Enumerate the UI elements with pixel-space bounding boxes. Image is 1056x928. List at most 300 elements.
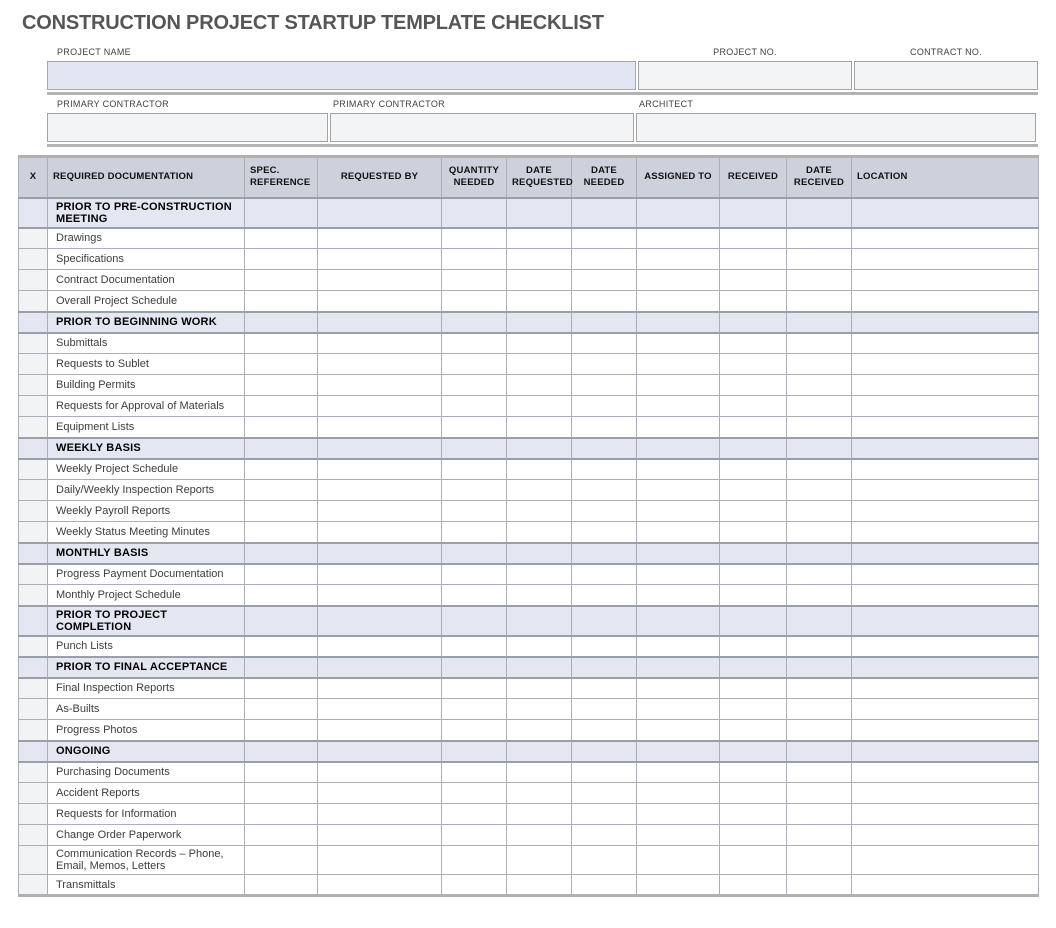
date-needed-cell[interactable] xyxy=(572,270,637,291)
date-requested-cell[interactable] xyxy=(507,825,572,846)
checkbox-cell[interactable] xyxy=(19,249,48,270)
requested-by-cell[interactable] xyxy=(318,720,442,741)
location-cell[interactable] xyxy=(852,585,1039,606)
quantity-needed-cell[interactable] xyxy=(442,396,507,417)
date-received-cell[interactable] xyxy=(787,438,852,459)
requested-by-cell[interactable] xyxy=(318,522,442,543)
received-cell[interactable] xyxy=(720,783,787,804)
date-requested-cell[interactable] xyxy=(507,585,572,606)
quantity-needed-cell[interactable] xyxy=(442,606,507,636)
received-cell[interactable] xyxy=(720,825,787,846)
assigned-to-cell[interactable] xyxy=(637,846,720,875)
location-cell[interactable] xyxy=(852,699,1039,720)
received-cell[interactable] xyxy=(720,741,787,762)
date-requested-cell[interactable] xyxy=(507,606,572,636)
assigned-to-cell[interactable] xyxy=(637,699,720,720)
received-cell[interactable] xyxy=(720,657,787,678)
quantity-needed-cell[interactable] xyxy=(442,459,507,480)
assigned-to-cell[interactable] xyxy=(637,762,720,783)
date-requested-cell[interactable] xyxy=(507,522,572,543)
spec-reference-cell[interactable] xyxy=(245,636,318,657)
checkbox-cell[interactable] xyxy=(19,585,48,606)
quantity-needed-cell[interactable] xyxy=(442,333,507,354)
date-needed-cell[interactable] xyxy=(572,312,637,333)
spec-reference-cell[interactable] xyxy=(245,228,318,249)
location-cell[interactable] xyxy=(852,762,1039,783)
checkbox-cell[interactable] xyxy=(19,678,48,699)
assigned-to-cell[interactable] xyxy=(637,585,720,606)
received-cell[interactable] xyxy=(720,333,787,354)
date-received-cell[interactable] xyxy=(787,312,852,333)
date-needed-cell[interactable] xyxy=(572,678,637,699)
spec-reference-cell[interactable] xyxy=(245,678,318,699)
spec-reference-cell[interactable] xyxy=(245,741,318,762)
primary-contractor-input-2[interactable] xyxy=(330,113,634,142)
spec-reference-cell[interactable] xyxy=(245,249,318,270)
date-needed-cell[interactable] xyxy=(572,825,637,846)
date-requested-cell[interactable] xyxy=(507,480,572,501)
quantity-needed-cell[interactable] xyxy=(442,825,507,846)
date-needed-cell[interactable] xyxy=(572,228,637,249)
date-received-cell[interactable] xyxy=(787,825,852,846)
assigned-to-cell[interactable] xyxy=(637,354,720,375)
project-no-input[interactable] xyxy=(638,61,852,90)
date-needed-cell[interactable] xyxy=(572,875,637,896)
date-received-cell[interactable] xyxy=(787,375,852,396)
assigned-to-cell[interactable] xyxy=(637,522,720,543)
date-needed-cell[interactable] xyxy=(572,741,637,762)
quantity-needed-cell[interactable] xyxy=(442,417,507,438)
received-cell[interactable] xyxy=(720,291,787,312)
checkbox-cell[interactable] xyxy=(19,480,48,501)
requested-by-cell[interactable] xyxy=(318,417,442,438)
quantity-needed-cell[interactable] xyxy=(442,564,507,585)
quantity-needed-cell[interactable] xyxy=(442,657,507,678)
date-requested-cell[interactable] xyxy=(507,699,572,720)
spec-reference-cell[interactable] xyxy=(245,875,318,896)
assigned-to-cell[interactable] xyxy=(637,270,720,291)
date-requested-cell[interactable] xyxy=(507,396,572,417)
location-cell[interactable] xyxy=(852,804,1039,825)
spec-reference-cell[interactable] xyxy=(245,762,318,783)
requested-by-cell[interactable] xyxy=(318,291,442,312)
location-cell[interactable] xyxy=(852,564,1039,585)
quantity-needed-cell[interactable] xyxy=(442,741,507,762)
location-cell[interactable] xyxy=(852,459,1039,480)
received-cell[interactable] xyxy=(720,875,787,896)
requested-by-cell[interactable] xyxy=(318,804,442,825)
location-cell[interactable] xyxy=(852,606,1039,636)
requested-by-cell[interactable] xyxy=(318,480,442,501)
date-requested-cell[interactable] xyxy=(507,228,572,249)
spec-reference-cell[interactable] xyxy=(245,804,318,825)
date-requested-cell[interactable] xyxy=(507,270,572,291)
quantity-needed-cell[interactable] xyxy=(442,636,507,657)
date-needed-cell[interactable] xyxy=(572,585,637,606)
date-received-cell[interactable] xyxy=(787,606,852,636)
checkbox-cell[interactable] xyxy=(19,875,48,896)
date-received-cell[interactable] xyxy=(787,228,852,249)
location-cell[interactable] xyxy=(852,249,1039,270)
quantity-needed-cell[interactable] xyxy=(442,198,507,228)
date-requested-cell[interactable] xyxy=(507,762,572,783)
received-cell[interactable] xyxy=(720,762,787,783)
received-cell[interactable] xyxy=(720,228,787,249)
spec-reference-cell[interactable] xyxy=(245,312,318,333)
received-cell[interactable] xyxy=(720,438,787,459)
requested-by-cell[interactable] xyxy=(318,375,442,396)
assigned-to-cell[interactable] xyxy=(637,741,720,762)
requested-by-cell[interactable] xyxy=(318,825,442,846)
requested-by-cell[interactable] xyxy=(318,312,442,333)
date-requested-cell[interactable] xyxy=(507,678,572,699)
checkbox-cell[interactable] xyxy=(19,270,48,291)
date-requested-cell[interactable] xyxy=(507,312,572,333)
spec-reference-cell[interactable] xyxy=(245,657,318,678)
date-received-cell[interactable] xyxy=(787,585,852,606)
date-needed-cell[interactable] xyxy=(572,522,637,543)
location-cell[interactable] xyxy=(852,501,1039,522)
requested-by-cell[interactable] xyxy=(318,396,442,417)
date-needed-cell[interactable] xyxy=(572,291,637,312)
checkbox-cell[interactable] xyxy=(19,636,48,657)
requested-by-cell[interactable] xyxy=(318,678,442,699)
location-cell[interactable] xyxy=(852,291,1039,312)
quantity-needed-cell[interactable] xyxy=(442,270,507,291)
date-received-cell[interactable] xyxy=(787,543,852,564)
checkbox-cell[interactable] xyxy=(19,228,48,249)
quantity-needed-cell[interactable] xyxy=(442,312,507,333)
location-cell[interactable] xyxy=(852,636,1039,657)
assigned-to-cell[interactable] xyxy=(637,804,720,825)
spec-reference-cell[interactable] xyxy=(245,417,318,438)
received-cell[interactable] xyxy=(720,543,787,564)
location-cell[interactable] xyxy=(852,198,1039,228)
requested-by-cell[interactable] xyxy=(318,501,442,522)
quantity-needed-cell[interactable] xyxy=(442,804,507,825)
date-requested-cell[interactable] xyxy=(507,657,572,678)
date-needed-cell[interactable] xyxy=(572,564,637,585)
checkbox-cell[interactable] xyxy=(19,375,48,396)
quantity-needed-cell[interactable] xyxy=(442,699,507,720)
received-cell[interactable] xyxy=(720,585,787,606)
date-needed-cell[interactable] xyxy=(572,249,637,270)
location-cell[interactable] xyxy=(852,270,1039,291)
requested-by-cell[interactable] xyxy=(318,228,442,249)
requested-by-cell[interactable] xyxy=(318,875,442,896)
checkbox-cell[interactable] xyxy=(19,501,48,522)
requested-by-cell[interactable] xyxy=(318,762,442,783)
date-requested-cell[interactable] xyxy=(507,417,572,438)
date-requested-cell[interactable] xyxy=(507,249,572,270)
location-cell[interactable] xyxy=(852,825,1039,846)
requested-by-cell[interactable] xyxy=(318,198,442,228)
date-received-cell[interactable] xyxy=(787,270,852,291)
assigned-to-cell[interactable] xyxy=(637,606,720,636)
spec-reference-cell[interactable] xyxy=(245,543,318,564)
received-cell[interactable] xyxy=(720,699,787,720)
spec-reference-cell[interactable] xyxy=(245,396,318,417)
assigned-to-cell[interactable] xyxy=(637,875,720,896)
date-needed-cell[interactable] xyxy=(572,636,637,657)
assigned-to-cell[interactable] xyxy=(637,480,720,501)
spec-reference-cell[interactable] xyxy=(245,291,318,312)
received-cell[interactable] xyxy=(720,198,787,228)
date-received-cell[interactable] xyxy=(787,198,852,228)
checkbox-cell[interactable] xyxy=(19,459,48,480)
date-needed-cell[interactable] xyxy=(572,657,637,678)
checkbox-cell[interactable] xyxy=(19,522,48,543)
quantity-needed-cell[interactable] xyxy=(442,678,507,699)
quantity-needed-cell[interactable] xyxy=(442,375,507,396)
received-cell[interactable] xyxy=(720,522,787,543)
date-needed-cell[interactable] xyxy=(572,354,637,375)
spec-reference-cell[interactable] xyxy=(245,585,318,606)
date-requested-cell[interactable] xyxy=(507,291,572,312)
spec-reference-cell[interactable] xyxy=(245,333,318,354)
received-cell[interactable] xyxy=(720,501,787,522)
quantity-needed-cell[interactable] xyxy=(442,846,507,875)
date-needed-cell[interactable] xyxy=(572,501,637,522)
date-received-cell[interactable] xyxy=(787,846,852,875)
checkbox-cell[interactable] xyxy=(19,741,48,762)
date-needed-cell[interactable] xyxy=(572,699,637,720)
date-needed-cell[interactable] xyxy=(572,783,637,804)
received-cell[interactable] xyxy=(720,564,787,585)
date-received-cell[interactable] xyxy=(787,699,852,720)
date-requested-cell[interactable] xyxy=(507,720,572,741)
date-requested-cell[interactable] xyxy=(507,333,572,354)
spec-reference-cell[interactable] xyxy=(245,270,318,291)
quantity-needed-cell[interactable] xyxy=(442,783,507,804)
checkbox-cell[interactable] xyxy=(19,354,48,375)
quantity-needed-cell[interactable] xyxy=(442,543,507,564)
location-cell[interactable] xyxy=(852,657,1039,678)
date-requested-cell[interactable] xyxy=(507,783,572,804)
location-cell[interactable] xyxy=(852,783,1039,804)
location-cell[interactable] xyxy=(852,480,1039,501)
spec-reference-cell[interactable] xyxy=(245,825,318,846)
location-cell[interactable] xyxy=(852,846,1039,875)
assigned-to-cell[interactable] xyxy=(637,543,720,564)
checkbox-cell[interactable] xyxy=(19,438,48,459)
date-needed-cell[interactable] xyxy=(572,804,637,825)
date-needed-cell[interactable] xyxy=(572,333,637,354)
checkbox-cell[interactable] xyxy=(19,606,48,636)
quantity-needed-cell[interactable] xyxy=(442,875,507,896)
checkbox-cell[interactable] xyxy=(19,804,48,825)
assigned-to-cell[interactable] xyxy=(637,438,720,459)
assigned-to-cell[interactable] xyxy=(637,636,720,657)
checkbox-cell[interactable] xyxy=(19,657,48,678)
received-cell[interactable] xyxy=(720,396,787,417)
date-needed-cell[interactable] xyxy=(572,417,637,438)
date-needed-cell[interactable] xyxy=(572,846,637,875)
checkbox-cell[interactable] xyxy=(19,312,48,333)
location-cell[interactable] xyxy=(852,228,1039,249)
requested-by-cell[interactable] xyxy=(318,606,442,636)
spec-reference-cell[interactable] xyxy=(245,459,318,480)
requested-by-cell[interactable] xyxy=(318,636,442,657)
date-received-cell[interactable] xyxy=(787,636,852,657)
spec-reference-cell[interactable] xyxy=(245,846,318,875)
assigned-to-cell[interactable] xyxy=(637,198,720,228)
date-needed-cell[interactable] xyxy=(572,543,637,564)
assigned-to-cell[interactable] xyxy=(637,249,720,270)
date-requested-cell[interactable] xyxy=(507,636,572,657)
received-cell[interactable] xyxy=(720,720,787,741)
date-requested-cell[interactable] xyxy=(507,198,572,228)
requested-by-cell[interactable] xyxy=(318,459,442,480)
location-cell[interactable] xyxy=(852,333,1039,354)
date-received-cell[interactable] xyxy=(787,741,852,762)
assigned-to-cell[interactable] xyxy=(637,291,720,312)
requested-by-cell[interactable] xyxy=(318,699,442,720)
requested-by-cell[interactable] xyxy=(318,438,442,459)
spec-reference-cell[interactable] xyxy=(245,501,318,522)
requested-by-cell[interactable] xyxy=(318,354,442,375)
checkbox-cell[interactable] xyxy=(19,564,48,585)
received-cell[interactable] xyxy=(720,249,787,270)
checkbox-cell[interactable] xyxy=(19,762,48,783)
spec-reference-cell[interactable] xyxy=(245,438,318,459)
received-cell[interactable] xyxy=(720,804,787,825)
spec-reference-cell[interactable] xyxy=(245,564,318,585)
date-received-cell[interactable] xyxy=(787,564,852,585)
quantity-needed-cell[interactable] xyxy=(442,438,507,459)
date-needed-cell[interactable] xyxy=(572,438,637,459)
requested-by-cell[interactable] xyxy=(318,270,442,291)
location-cell[interactable] xyxy=(852,438,1039,459)
received-cell[interactable] xyxy=(720,678,787,699)
checkbox-cell[interactable] xyxy=(19,783,48,804)
spec-reference-cell[interactable] xyxy=(245,699,318,720)
checkbox-cell[interactable] xyxy=(19,417,48,438)
date-received-cell[interactable] xyxy=(787,762,852,783)
architect-input[interactable] xyxy=(636,113,1036,142)
spec-reference-cell[interactable] xyxy=(245,375,318,396)
quantity-needed-cell[interactable] xyxy=(442,522,507,543)
assigned-to-cell[interactable] xyxy=(637,564,720,585)
spec-reference-cell[interactable] xyxy=(245,720,318,741)
received-cell[interactable] xyxy=(720,270,787,291)
date-requested-cell[interactable] xyxy=(507,438,572,459)
checkbox-cell[interactable] xyxy=(19,543,48,564)
location-cell[interactable] xyxy=(852,417,1039,438)
quantity-needed-cell[interactable] xyxy=(442,228,507,249)
requested-by-cell[interactable] xyxy=(318,585,442,606)
quantity-needed-cell[interactable] xyxy=(442,720,507,741)
location-cell[interactable] xyxy=(852,720,1039,741)
location-cell[interactable] xyxy=(852,522,1039,543)
received-cell[interactable] xyxy=(720,354,787,375)
date-received-cell[interactable] xyxy=(787,783,852,804)
date-needed-cell[interactable] xyxy=(572,459,637,480)
date-needed-cell[interactable] xyxy=(572,720,637,741)
location-cell[interactable] xyxy=(852,543,1039,564)
assigned-to-cell[interactable] xyxy=(637,501,720,522)
date-needed-cell[interactable] xyxy=(572,606,637,636)
checkbox-cell[interactable] xyxy=(19,699,48,720)
date-received-cell[interactable] xyxy=(787,249,852,270)
spec-reference-cell[interactable] xyxy=(245,606,318,636)
date-needed-cell[interactable] xyxy=(572,396,637,417)
checkbox-cell[interactable] xyxy=(19,825,48,846)
requested-by-cell[interactable] xyxy=(318,543,442,564)
requested-by-cell[interactable] xyxy=(318,741,442,762)
checkbox-cell[interactable] xyxy=(19,846,48,875)
date-received-cell[interactable] xyxy=(787,333,852,354)
requested-by-cell[interactable] xyxy=(318,657,442,678)
quantity-needed-cell[interactable] xyxy=(442,762,507,783)
location-cell[interactable] xyxy=(852,375,1039,396)
checkbox-cell[interactable] xyxy=(19,396,48,417)
assigned-to-cell[interactable] xyxy=(637,459,720,480)
date-requested-cell[interactable] xyxy=(507,501,572,522)
assigned-to-cell[interactable] xyxy=(637,228,720,249)
requested-by-cell[interactable] xyxy=(318,564,442,585)
checkbox-cell[interactable] xyxy=(19,291,48,312)
assigned-to-cell[interactable] xyxy=(637,333,720,354)
date-received-cell[interactable] xyxy=(787,291,852,312)
spec-reference-cell[interactable] xyxy=(245,354,318,375)
quantity-needed-cell[interactable] xyxy=(442,249,507,270)
date-received-cell[interactable] xyxy=(787,459,852,480)
assigned-to-cell[interactable] xyxy=(637,678,720,699)
date-received-cell[interactable] xyxy=(787,657,852,678)
primary-contractor-input-1[interactable] xyxy=(47,113,328,142)
date-received-cell[interactable] xyxy=(787,522,852,543)
spec-reference-cell[interactable] xyxy=(245,522,318,543)
assigned-to-cell[interactable] xyxy=(637,657,720,678)
assigned-to-cell[interactable] xyxy=(637,417,720,438)
location-cell[interactable] xyxy=(852,354,1039,375)
date-received-cell[interactable] xyxy=(787,396,852,417)
assigned-to-cell[interactable] xyxy=(637,720,720,741)
date-needed-cell[interactable] xyxy=(572,198,637,228)
date-received-cell[interactable] xyxy=(787,804,852,825)
received-cell[interactable] xyxy=(720,846,787,875)
date-needed-cell[interactable] xyxy=(572,762,637,783)
location-cell[interactable] xyxy=(852,396,1039,417)
date-received-cell[interactable] xyxy=(787,678,852,699)
location-cell[interactable] xyxy=(852,678,1039,699)
location-cell[interactable] xyxy=(852,875,1039,896)
assigned-to-cell[interactable] xyxy=(637,783,720,804)
assigned-to-cell[interactable] xyxy=(637,375,720,396)
checkbox-cell[interactable] xyxy=(19,720,48,741)
quantity-needed-cell[interactable] xyxy=(442,501,507,522)
date-requested-cell[interactable] xyxy=(507,375,572,396)
date-requested-cell[interactable] xyxy=(507,804,572,825)
date-received-cell[interactable] xyxy=(787,501,852,522)
quantity-needed-cell[interactable] xyxy=(442,585,507,606)
date-requested-cell[interactable] xyxy=(507,846,572,875)
date-requested-cell[interactable] xyxy=(507,459,572,480)
project-name-input[interactable] xyxy=(47,61,636,90)
date-received-cell[interactable] xyxy=(787,480,852,501)
quantity-needed-cell[interactable] xyxy=(442,291,507,312)
quantity-needed-cell[interactable] xyxy=(442,480,507,501)
spec-reference-cell[interactable] xyxy=(245,783,318,804)
date-received-cell[interactable] xyxy=(787,720,852,741)
date-needed-cell[interactable] xyxy=(572,375,637,396)
date-received-cell[interactable] xyxy=(787,354,852,375)
received-cell[interactable] xyxy=(720,312,787,333)
requested-by-cell[interactable] xyxy=(318,783,442,804)
checkbox-cell[interactable] xyxy=(19,198,48,228)
received-cell[interactable] xyxy=(720,459,787,480)
